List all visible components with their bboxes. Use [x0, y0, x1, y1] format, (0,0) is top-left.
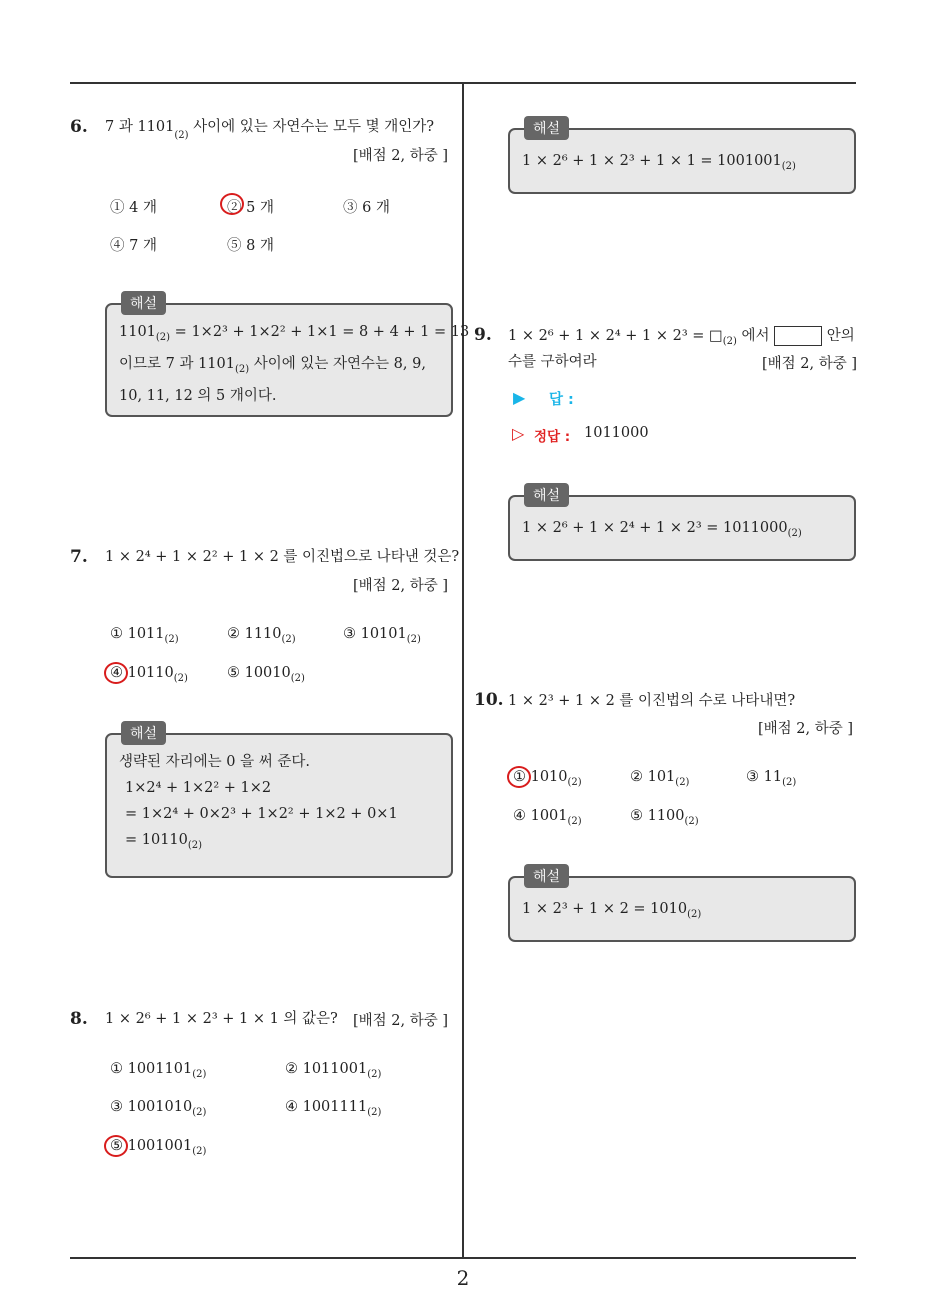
explanation-box	[508, 121, 856, 194]
explanation-line: = 1×2⁴ + 0×2³ + 1×2² + 1×2 + 0×1	[125, 806, 398, 822]
answer-label: 답 :	[549, 392, 574, 408]
option-3[interactable]: ③ $10101_{(2)}$	[343, 626, 421, 645]
explanation-line: $1101_{(2)} = 1\times 2^3 + 1\times 2^2 + 1\times 1 = 8 + 4 + 1 = 13$	[119, 324, 470, 343]
correct-label: 정답 :	[534, 429, 571, 445]
explanation-line: 1×2⁴ + 1×2² + 1×2	[125, 780, 272, 796]
option-1[interactable]: ① $1001101_{(2)}$	[110, 1061, 207, 1080]
question-number: 6.	[70, 117, 88, 137]
question-meta: [배점 2, 하중 ]	[352, 1013, 448, 1029]
question-meta: [배점 2, 하중 ]	[352, 578, 448, 594]
question-meta: [배점 2, 하중 ]	[761, 356, 857, 372]
option-2[interactable]: ② $1110_{(2)}$	[227, 626, 296, 645]
question-text: 1 × 2³ + 1 × 2 를 이진법의 수로 나타내면?	[508, 693, 796, 709]
question-meta: [배점 2, 하중 ]	[757, 721, 853, 737]
explanation-box	[508, 488, 856, 561]
column-divider	[462, 84, 464, 1259]
explanation-line: 생략된 자리에는 0 을 써 준다.	[119, 754, 310, 770]
option-5[interactable]: ⑤ $1100_{(2)}$	[630, 808, 699, 827]
option-1[interactable]: ① $1011_{(2)}$	[110, 626, 179, 645]
explanation-tag: 해설	[121, 721, 166, 745]
option-2[interactable]: ② $1011001_{(2)}$	[285, 1061, 382, 1080]
page-number: 2	[456, 1266, 470, 1290]
option-2[interactable]: ② 5 개	[227, 200, 274, 216]
option-4[interactable]: ④ 7 개	[110, 238, 157, 254]
option-1[interactable]: ① $1010_{(2)}$	[513, 769, 582, 788]
option-4[interactable]: ④ $1001_{(2)}$	[513, 808, 582, 827]
selected-answer-circle	[104, 662, 128, 684]
explanation-tag: 해설	[524, 864, 569, 888]
option-4[interactable]: ④ $1001111_{(2)}$	[285, 1099, 382, 1118]
question-text-line2: 수를 구하여라	[508, 354, 597, 370]
answer-arrow-icon: ▶	[513, 388, 526, 407]
explanation-line: $1 \times 2^3 + 1 \times 2 = 1010_{(2)}$	[522, 901, 702, 920]
selected-answer-circle	[104, 1135, 128, 1157]
correct-value: 1011000	[584, 425, 649, 441]
option-3[interactable]: ③ $11_{(2)}$	[746, 769, 797, 788]
explanation-tag: 해설	[524, 483, 569, 507]
answer-blank-box	[774, 326, 822, 346]
option-2[interactable]: ② $101_{(2)}$	[630, 769, 690, 788]
question-text: $1 \times 2^6 + 1 \times 2^4 + 1 \times 2^3 = □_{(2)}$ 에서 안의	[508, 328, 855, 347]
explanation-line: 이므로 7 과 $1101_{(2)}$ 사이에 있는 자연수는 8, 9,	[119, 355, 426, 375]
question-text: 1 × 2⁴ + 1 × 2² + 1 × 2 를 이진법으로 나타낸 것은?	[105, 549, 460, 565]
explanation-box	[105, 726, 453, 878]
option-5[interactable]: ⑤ $1001001_{(2)}$	[110, 1138, 207, 1157]
question-number: 9.	[474, 325, 492, 345]
option-5[interactable]: ⑤ 8 개	[227, 238, 274, 254]
explanation-tag: 해설	[524, 116, 569, 140]
explanation-line: 10, 11, 12 의 5 개이다.	[119, 387, 277, 404]
explanation-box	[105, 296, 470, 417]
selected-answer-circle	[507, 766, 531, 788]
explanation-tag: 해설	[121, 291, 166, 315]
option-4[interactable]: ④ $10110_{(2)}$	[110, 665, 188, 684]
correct-arrow-icon: ▷	[512, 424, 525, 443]
option-3[interactable]: ③ 6 개	[343, 200, 390, 216]
explanation-line: $1 \times 2^6 + 1 \times 2^4 + 1 \times 2^3 = 1011000_{(2)}$	[522, 520, 802, 539]
explanation-line: = $10110_{(2)}$	[125, 832, 203, 851]
question-number: 10.	[474, 690, 504, 710]
question-number: 7.	[70, 547, 88, 567]
explanation-line: $1 \times 2^6 + 1 \times 2^3 + 1 \times 1 = 1001001_{(2)}$	[522, 153, 796, 172]
option-5[interactable]: ⑤ $10010_{(2)}$	[227, 665, 305, 684]
question-text: 7 과 $1101_{_{(2)}}$ 사이에 있는 자연수는 모두 몇 개인가?	[105, 119, 435, 141]
explanation-box	[508, 869, 856, 942]
question-number: 8.	[70, 1009, 88, 1029]
option-3[interactable]: ③ $1001010_{(2)}$	[110, 1099, 207, 1118]
question-text: 1 × 2⁶ + 1 × 2³ + 1 × 1 의 값은?	[105, 1011, 338, 1027]
question-meta: [배점 2, 하중 ]	[352, 148, 448, 164]
selected-answer-circle	[220, 193, 244, 215]
option-1[interactable]: ① 4 개	[110, 200, 157, 216]
